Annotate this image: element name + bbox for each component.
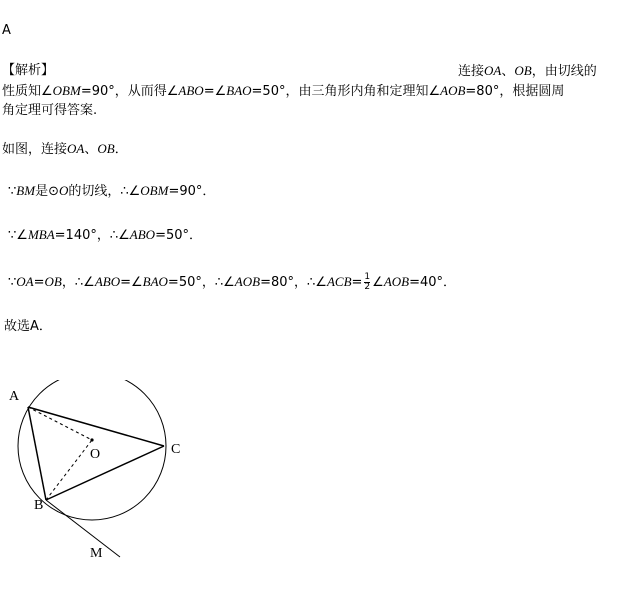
math-acb: ACB (326, 274, 352, 289)
fraction-denominator: 2 (364, 282, 371, 292)
geometry-figure (0, 380, 200, 570)
math-o: O (58, 183, 69, 198)
text-b: =140°，∴∠ (54, 228, 130, 243)
text-i: =40°． (409, 275, 457, 290)
solution-line-1 (2, 140, 128, 159)
because-symbol: ∵ (8, 275, 17, 290)
solution-line-3 (8, 226, 202, 245)
label-c: C (171, 442, 181, 457)
text-connect: 连接 (458, 64, 485, 79)
label-o: O (90, 447, 101, 462)
solution-line-4 (8, 273, 456, 292)
fraction-half (364, 273, 370, 292)
answer-line (2, 22, 11, 40)
text-sep: 、 (501, 64, 515, 79)
segment-oa (28, 407, 92, 440)
analysis-line-2 (2, 82, 564, 101)
segment-bc (46, 446, 164, 500)
text-a: 如图，连接 (2, 142, 68, 157)
label-a: A (9, 389, 20, 404)
math-abo: ABO (129, 227, 156, 242)
text-eq: = (33, 275, 45, 290)
answer-text: A (2, 23, 11, 38)
math-obm: OBM (140, 183, 169, 198)
text-e: =50°，∴∠ (167, 275, 235, 290)
segment-ob (46, 440, 92, 500)
math-ob: OB (97, 141, 115, 156)
center-point (90, 438, 93, 441)
text-choose: 故选A． (4, 319, 52, 334)
text-e: =80°，根据圆周 (465, 84, 565, 99)
label-b: B (34, 498, 44, 513)
analysis-line-1 (2, 62, 622, 80)
math-bao: BAO (226, 83, 252, 98)
math-oa: OA (484, 63, 502, 78)
text-c: =∠ (203, 84, 227, 99)
solution-line-2 (8, 182, 215, 201)
math-obm: OBM (52, 83, 81, 98)
math-bm: BM (16, 183, 36, 198)
text-f: =80°，∴∠ (260, 275, 327, 290)
math-aob: AOB (383, 274, 410, 289)
analysis-line-3 (2, 102, 97, 120)
text-d: =90°． (168, 184, 216, 199)
text-d: =∠ (120, 275, 143, 290)
analysis-line-1-tail (458, 62, 597, 81)
text-a: ∵∠ (8, 228, 28, 243)
text-d: =50°，由三角形内角和定理知∠ (251, 84, 441, 99)
math-oa: OA (67, 141, 85, 156)
math-abo: ABO (178, 83, 204, 98)
text-tangent: ，由切线的 (531, 64, 597, 79)
math-ob: OB (44, 274, 62, 289)
text-c: ，∴∠ (61, 275, 95, 290)
text-conclusion: 角定理可得答案. (2, 103, 98, 118)
math-aob: AOB (234, 274, 261, 289)
text-c: =50°． (155, 228, 203, 243)
text-a: 性质知∠ (2, 84, 53, 99)
segment-ac (28, 407, 164, 446)
analysis-header: 【解析】 (2, 63, 55, 78)
math-oa: OA (16, 274, 34, 289)
solution-line-5 (4, 318, 52, 336)
math-abo: ABO (94, 274, 121, 289)
text-c: 的切线，∴∠ (68, 184, 141, 199)
tangent-bm (46, 500, 120, 557)
label-m: M (90, 546, 103, 561)
math-ob: OB (514, 63, 532, 78)
text-g: = (351, 275, 363, 290)
because-symbol: ∵ (8, 184, 17, 199)
segment-ab (28, 407, 46, 500)
text-end: ． (114, 142, 128, 157)
text-sep: 、 (84, 142, 98, 157)
text-b: =90°，从而得∠ (80, 84, 179, 99)
text-b: 是⊙ (35, 184, 59, 199)
math-aob: AOB (440, 83, 466, 98)
math-mba: MBA (27, 227, 55, 242)
fraction-numerator: 1 (364, 272, 371, 282)
text-h: ∠ (372, 275, 384, 290)
math-bao: BAO (142, 274, 168, 289)
